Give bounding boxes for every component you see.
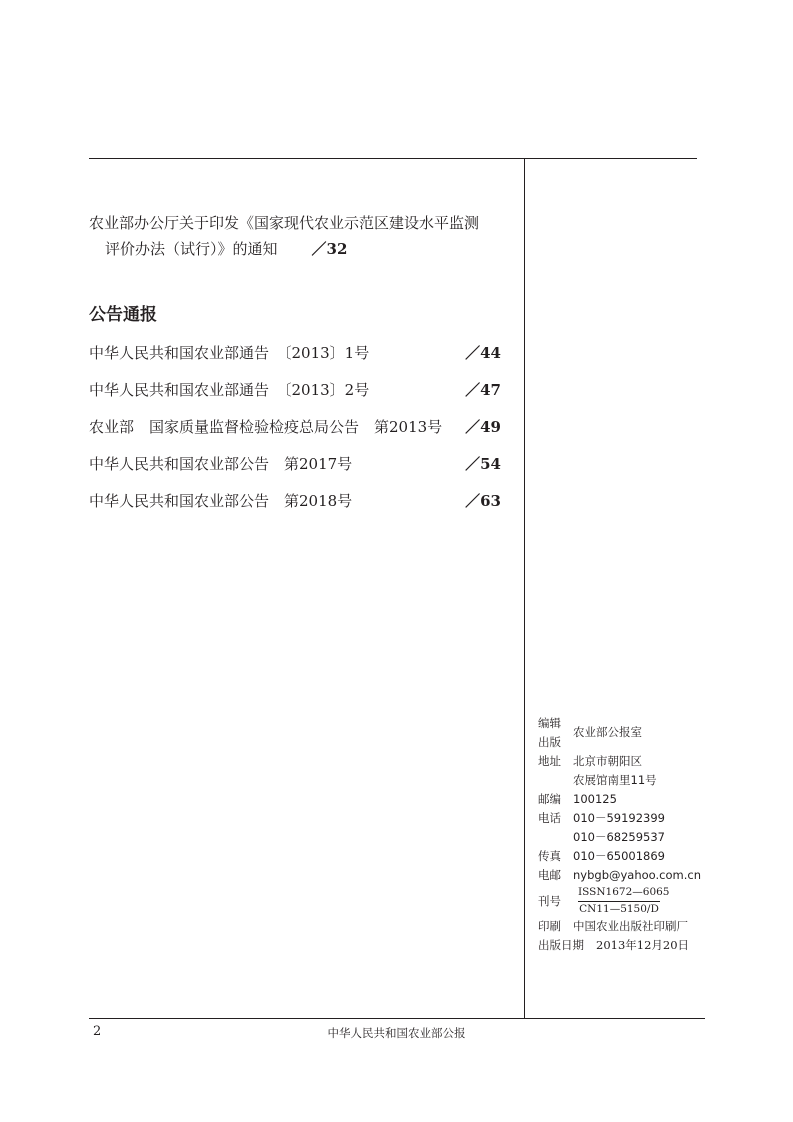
toc-entry-title-line1: 农业部办公厅关于印发《国家现代农业示范区建设水平监测 (89, 214, 480, 232)
toc-entry-title: 农业部 国家质量监督检验检疫总局公告 第2013号 (89, 418, 443, 436)
toc-entry-page: ／49 (465, 418, 501, 436)
imprint-label: 刊号 (538, 894, 561, 908)
footer-journal-title: 中华人民共和国农业部公报 (327, 1026, 466, 1040)
imprint-value: 2013年12月20日 (596, 938, 690, 952)
imprint-postcode (538, 790, 708, 809)
imprint-value: 中国农业出版社印刷厂 (573, 919, 688, 933)
imprint-phone (538, 809, 708, 828)
imprint-label: 传真 (538, 849, 561, 863)
imprint-printer (538, 917, 708, 936)
footer-page-number: 2 (93, 1024, 102, 1039)
section-title: 公告通报 (89, 305, 157, 325)
toc-entry-page: ／63 (465, 492, 501, 510)
cn-number: CN11—5150/D (579, 903, 659, 915)
imprint-date (538, 936, 708, 955)
editor-label: 编辑 (538, 716, 561, 730)
issn-block (578, 885, 670, 917)
imprint-label: 地址 (538, 754, 561, 768)
toc-entry[interactable] (89, 340, 501, 366)
imprint-label: 印刷 (538, 919, 561, 933)
imprint-serial (538, 885, 708, 917)
imprint-label: 电话 (538, 811, 561, 825)
imprint-value: 农业部公报室 (573, 725, 642, 739)
toc-entry-page: ／32 (311, 240, 348, 258)
imprint-value: 010－65001869 (573, 849, 665, 863)
imprint-value: 北京市朝阳区 (573, 754, 642, 768)
imprint-label (538, 714, 561, 752)
imprint-value: 010－59192399 (573, 811, 665, 825)
imprint-address (538, 752, 708, 771)
toc-entry-title: 中华人民共和国农业部公告 第2017号 (89, 455, 353, 473)
email-link[interactable]: nybgb@yahoo.com.cn (573, 868, 701, 882)
toc-entry-notice[interactable] (89, 210, 501, 262)
toc-entry-page: ／54 (465, 455, 501, 473)
toc-entry-title-line2 (89, 236, 501, 262)
imprint-phone2 (538, 828, 708, 847)
toc-entry[interactable] (89, 488, 501, 514)
toc-entry-page: ／44 (465, 344, 501, 362)
imprint-fax (538, 847, 708, 866)
toc-entry[interactable] (89, 414, 501, 440)
column-divider (524, 158, 525, 1018)
toc-entry-page: ／47 (465, 381, 501, 399)
imprint-value: 农展馆南里11号 (573, 773, 657, 787)
imprint-label: 出版日期 (538, 938, 584, 952)
imprint-email (538, 866, 708, 885)
top-rule (89, 158, 697, 159)
imprint-editor-publisher (538, 714, 708, 752)
toc-entry[interactable] (89, 451, 501, 477)
toc-entry-title: 中华人民共和国农业部通告 〔2013〕2号 (89, 381, 370, 399)
imprint-value: 100125 (573, 792, 617, 806)
toc-entry-title: 中华人民共和国农业部通告 〔2013〕1号 (89, 344, 370, 362)
publisher-label: 出版 (538, 735, 561, 749)
imprint-value: 010－68259537 (573, 830, 665, 844)
toc-entry-title-line2-text: 评价办法（试行）》的通知 (105, 240, 278, 258)
imprint-label: 邮编 (538, 792, 561, 806)
toc-entry[interactable] (89, 377, 501, 403)
imprint-label: 电邮 (538, 868, 561, 882)
toc-entry-title: 中华人民共和国农业部公告 第2018号 (89, 492, 353, 510)
bottom-rule (89, 1018, 705, 1019)
imprint-address-line2 (538, 771, 708, 790)
imprint-block (538, 714, 708, 955)
issn-number: ISSN1672—6065 (578, 885, 660, 902)
